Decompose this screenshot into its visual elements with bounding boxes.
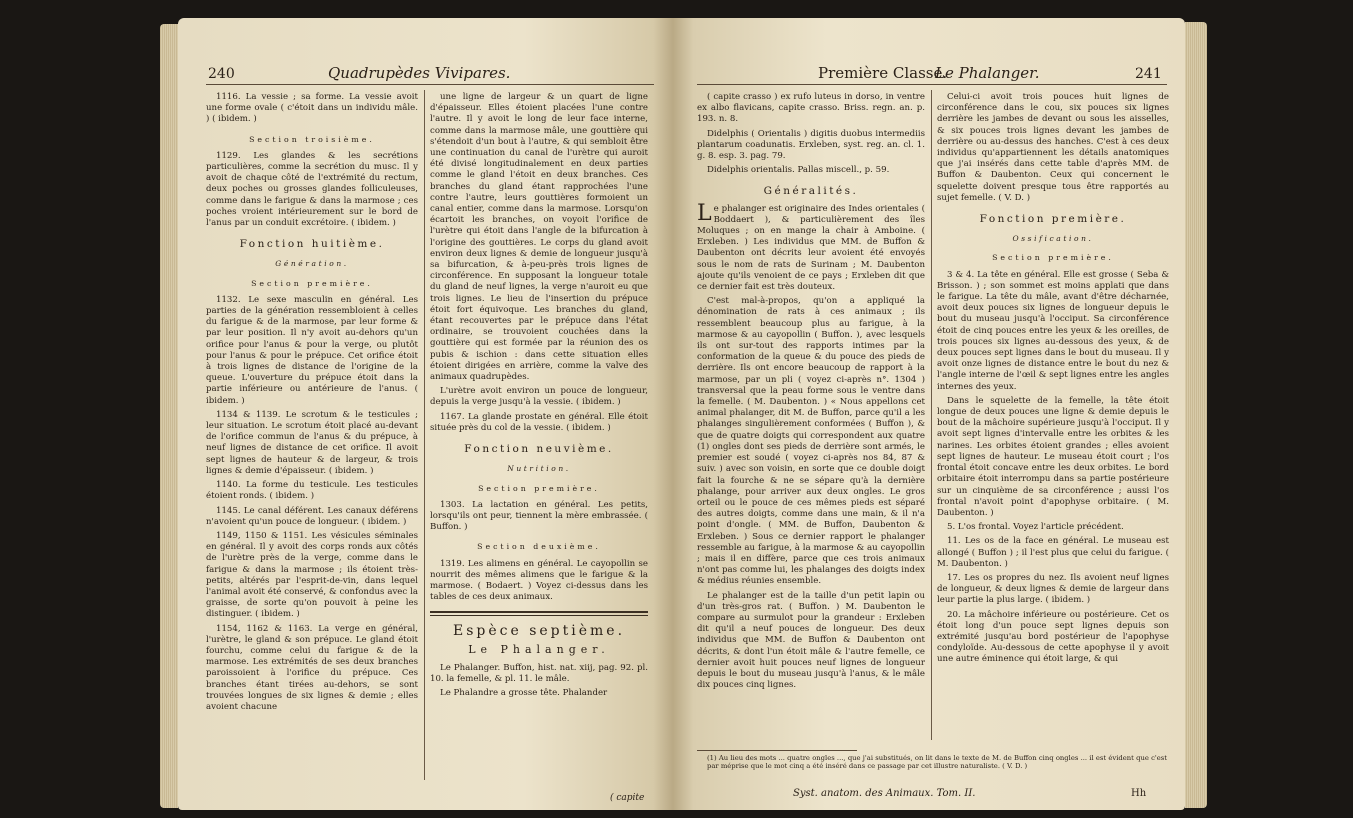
paragraph: 1134 & 1139. Le scrotum & le testicules ; leur situation. Le scrotum étoit placé au-devant de l'orifice commun de l'anus & du prépuce, à neuf lignes de distance de cet orifice. Il avoit sept lignes de hauteur & de largeur, & trois lignes & demie d'épaisseur. ( ibidem. ) (206, 409, 418, 476)
catchword: ( capite (610, 793, 645, 803)
fonction-heading: Fonction huitième. (239, 238, 385, 251)
header-rule (206, 84, 654, 85)
paragraph: Le Phalanger. Buffon, hist. nat. xiij, pag. 92. pl. 10. la femelle, & pl. 11. le mâle. (430, 662, 648, 684)
paragraph: Dans le squelette de la femelle, la tête étoit longue de deux pouces une ligne & demie depuis le bout de la mâchoire supérieure jusqu'à l'occiput. Il y avoit sept lignes d'intervalle entre les orbites & les narines. Les orbites étoient grandes ; elles avoient sept lignes de hauteur. Le museau étoit court ; l'os frontal étoit concave entre les deux orbites. Le bord orbitaire étoit interrompu dans sa partie postérieure sur un cinquième de sa circonférence ; aussi l'os frontal n'avoit point d'apophyse orbitaire. ( M. Daubenton. ) (937, 395, 1169, 518)
paragraph: L'urètre avoit environ un pouce de longueur, depuis la verge jusqu'à la vessie. ( ibidem. ) (430, 386, 648, 408)
right-column-1 (697, 92, 925, 742)
section-heading: Section troisième. (249, 134, 375, 144)
right-page-number: 241 (1135, 66, 1162, 82)
signature-mark: Hh (1131, 788, 1147, 799)
subheading: Génération. (275, 259, 349, 269)
species-name: Le Phalanger. (468, 642, 610, 656)
paragraph: Didelphis ( Orientalis ) digitis duobus intermediis plantarum coadunatis. Erxleben, syst. reg. an. cl. 1. g. 8. esp. 3. pag. 79. (697, 128, 925, 162)
paragraph: 1167. La glande prostate en général. Elle étoit située près du col de la vessie. ( ibidem. ) (430, 411, 648, 433)
page-edges-right (1185, 22, 1207, 808)
paragraph: 1149, 1150 & 1151. Les vésicules séminales en général. Il y avoit des corps ronds aux côtés de l'urètre près de la verge, comme dans le farigue & dans la marmose ; ils étoient très-petits, altérés par l'esprit-de-vin, dans lequel l'animal avoit été conservé, & confondus avec la graisse, de sorte qu'on pouvoit à peine les distinguer. ( ibidem. ) (206, 530, 418, 620)
section-heading: Section deuxième. (477, 542, 601, 552)
paragraph: 11. Les os de la face en général. Le museau est allongé ( Buffon ) ; il l'est plus que celui du farigue. ( M. Daubenton. ) (937, 536, 1169, 569)
right-head-italic: Le Phalanger. (935, 64, 1040, 82)
signature-line: Syst. anatom. des Animaux. Tom. II. (793, 788, 976, 799)
drop-cap: L (697, 200, 712, 226)
species-title: Espèce septième. (452, 623, 626, 640)
page-edges-left (160, 24, 178, 808)
paragraph: 3 & 4. La tête en général. Elle est grosse ( Seba & Brisson. ) ; son sommet est moins applati que dans le farigue. La tête du mâle, avant d'être décharnée, avoit deux pouces six lignes de longueur depuis le bout du museau jusqu'à l'occiput. Sa circonférence étoit de cinq pouces entre les yeux & les oreilles, de trois pouces six lignes au-dessous des yeux, & de deux pouces sept lignes dans le bout du museau. Il y avoit onze lignes de distance entre le bout du nez & l'angle interne de l'œil & sept lignes entre les angles internes des yeux. (937, 269, 1169, 392)
double-rule (430, 611, 648, 616)
paragraph: Didelphis orientalis. Pallas miscell., p. 59. (707, 165, 890, 176)
right-column-2 (937, 92, 1169, 742)
fonction-heading: Fonction première. (979, 213, 1127, 226)
paragraph (697, 200, 925, 294)
paragraph: C'est mal-à-propos, qu'on a appliqué la dénomination de rats à ces animaux ; ils ressemblent beaucoup plus au farigue, à la marmose & au cayopollin ( Buffon. ), avec lesquels ils ont sur-tout des rapports intimes par la conformation de la queue & du pouce des pieds de derrière. Ils ont encore beaucoup de rapport à la marmose, par un pli ( voyez ci-après n°. 1304 ) transversal que la peau forme sous le ventre dans la femelle. ( M. Daubenton. ) « Nous appellons cet animal phalanger, dit M. de Buffon, parce qu'il a les phalanges singulièrement conformées ( Buffon ), & que de quatre doigts qui correspondent aux quatre (1) ongles dont ses pieds de derrière sont armés, le premier est soudé ( voyez ci-après nos 84, 87 & suiv. ) avec son voisin, en sorte que ce double doigt fait la fourche & ne se sépare qu'à la dernière phalange, pour arriver aux deux ongles. Le gros orteil ou le pouce de ces mêmes pieds est séparé des autres doigts, comme dans une main, & il n'a point d'ongle. ( MM. de Buffon, Daubenton & Erxleben. ) Sous ce dernier rapport le phalanger ressemble au farigue, à la marmose & au cayopollin ; mais il en diffère, parce que ces trois animaux n'ont pas comme lui, les phalanges des doigts index & médius réunies ensemble. (697, 296, 925, 587)
paragraph: 1154, 1162 & 1163. La verge en général, l'urètre, le gland & son prépuce. Le gland étoit fourchu, comme celui du farigue & de la marmose. Les extrémités de ses deux branches paroissoient à l'orifice du prépuce. Ces branches étant tirées au-dehors, se sont trouvées longues de six lignes & demie ; elles avoient chacune (206, 623, 418, 712)
paragraph: Celui-ci avoit trois pouces huit lignes de circonférence dans le cou, six pouces six lignes derrière les jambes de devant ou sous les aisselles, & six pouces trois lignes devant les jambes de derrière ou au-dessus des hanches. C'est à ces deux individus qu'appartiennent les détails anatomiques que j'ai insérés dans cette table d'après MM. de Buffon & Daubenton. Ceux qui concernent le squelette doivent presque tous être rapportés au sujet femelle. ( V. D. ) (937, 92, 1169, 203)
paragraph: 1303. La lactation en général. Les petits, lorsqu'ils ont peur, tiennent la mère embrassée. ( Buffon. ) (430, 499, 648, 533)
generalites-heading: Généralités. (763, 185, 859, 198)
left-running-head: Quadrupèdes Vivipares. (328, 64, 511, 82)
fonction-heading: Fonction neuvième. (464, 443, 614, 456)
header-rule (697, 84, 1167, 85)
section-heading: Section première. (251, 278, 373, 288)
paragraph: 17. Les os propres du nez. Ils avoient neuf lignes de longueur, & deux lignes & demie de largeur dans leur partie la plus large. ( ibidem. ) (937, 572, 1169, 606)
left-page-number: 240 (208, 66, 235, 82)
right-page (673, 18, 1185, 810)
paragraph: 1140. La forme du testicule. Les testicules étoient ronds. ( ibidem. ) (206, 480, 418, 502)
paragraph: 5. L'os frontal. Voyez l'article précédent. (947, 522, 1124, 533)
paragraph: 1116. La vessie ; sa forme. La vessie avoit une forme ovale ( c'étoit dans un individu mâle. ) ( ibidem. ) (206, 92, 418, 125)
left-page (178, 18, 673, 810)
left-column-1 (206, 92, 418, 792)
right-head-center: Première Classe. (818, 64, 948, 82)
paragraph: 20. La mâchoire inférieure ou postérieure. Cet os étoit long d'un pouce sept lignes depuis son extrémité jusqu'au bord postérieur de l'apophyse condyloïde. Au-dessous de cette apophyse il y avoit une autre éminence qui étoit large, & qui (937, 609, 1169, 665)
column-divider (424, 90, 425, 780)
paragraph: ( capite crasso ) ex rufo luteus in dorso, in ventre ex albo flavicans, capite crasso. Briss. regn. an. p. 193. n. 8. (697, 92, 925, 125)
column-divider (931, 90, 932, 740)
footnote: (1) Au lieu des mots ... quatre ongles ..., que j'ai substitués, on lit dans le texte de M. de Buffon cinq ongles ... il est évident que c'est par méprise que le mot cinq a été inséré dans ce passage par cet illustre naturaliste. ( V. D. ) (707, 754, 1167, 771)
paragraph: 1145. Le canal déférent. Les canaux déférens n'avoient qu'un pouce de longueur. ( ibidem. ) (206, 505, 418, 527)
paragraph: une ligne de largeur & un quart de ligne d'épaisseur. Elles étoient placées l'une contre l'autre. Il y avoit le long de leur face interne, comme dans la marmose mâle, une gouttière qui s'étendoit d'un bout à l'autre, & qui sembloit être une continuation du canal de l'urètre qui auroit été divisé longitudinalement en deux parties comme le gland l'étoit en deux branches. Ces branches du gland étant rapprochées l'une contre l'autre, leurs gouttières formoient un canal entier, comme dans la marmose. Lorsqu'on écartoit les branches, on voyoit l'orifice de l'urètre qui étoit dans l'angle de la bifurcation à l'origine des gouttières. Le corps du gland avoit environ deux lignes & demie de longueur jusqu'à sa bifurcation, & à-peu-près trois lignes de circonférence. En supposant la longueur totale du gland de neuf lignes, la verge n'auroit eu que trois lignes. Le lieu de l'insertion du prépuce étoit fort équivoque. Les branches du gland, étant recouvertes par le prépuce dans l'état ordinaire, se trouvoient couchées dans la gouttière qui est formée par la réunion des os pubis & ischion : dans cette situation elles étoient dirigées en arrière, comme la valve des animaux quadrupèdes. (430, 92, 648, 383)
paragraph-text: e phalanger est originaire des Indes orientales ( Boddaert ), & particulièrement des îles Moluques ; on en mange la chair à Amboine. ( Erxleben. ) Les individus que MM. de Buffon & Daubenton ont décrits leur avoient été envoyés sous le nom de rats de Surinam ; M. Daubenton ajoute qu'ils venoient de ce pays ; Erxleben dit que ce dernier fait est très douteux. (697, 203, 925, 293)
subheading: Ossification. (1012, 234, 1094, 244)
subheading: Nutrition. (507, 464, 571, 474)
section-heading: Section première. (992, 253, 1114, 263)
paragraph: Le Phalandre a grosse tête. Phalander (440, 688, 608, 699)
footnote-rule (697, 750, 857, 751)
paragraph: Le phalanger est de la taille d'un petit lapin ou d'un très-gros rat. ( Buffon. ) M. Daubenton le compare au surmulot pour la grandeur : Erxleben dit qu'il a neuf pouces de longueur. Des deux individus que MM. de Buffon & Daubenton ont décrits, & dont l'un étoit mâle & l'autre femelle, ce dernier avoit huit pouces neuf lignes de longueur depuis le bout du museau jusqu'à l'anus, & le mâle dix pouces cinq lignes. (697, 590, 925, 691)
paragraph: 1319. Les alimens en général. Le cayopollin se nourrit des mêmes alimens que le farigue & la marmose. ( Bodaert. ) Voyez ci-dessus dans les tables de ces deux animaux. (430, 558, 648, 603)
paragraph: 1129. Les glandes & les secrétions particulières, comme la secrétion du musc. Il y avoit de chaque côté de l'extrémité du rectum, deux poches ou grosses glandes folliculeuses, comme dans le farigue & dans la marmose ; ces poches vroient intérieurement sur le bord de l'anus par un conduit excrétoire. ( ibidem. ) (206, 150, 418, 229)
section-heading: Section première. (478, 483, 600, 493)
paragraph: 1132. Le sexe masculin en général. Les parties de la génération ressembloient à celles du farigue & de la marmose, par leur forme & par leur position. Il n'y avoit au-dehors qu'un orifice pour l'anus & pour la verge, ou plutôt pour l'anus & pour le prépuce. Cet orifice étoit à trois lignes de distance de l'origine de la queue. L'ouverture du prépuce étoit dans la partie inférieure ou antérieure de l'anus. ( ibidem. ) (206, 294, 418, 406)
left-column-2 (430, 92, 648, 792)
